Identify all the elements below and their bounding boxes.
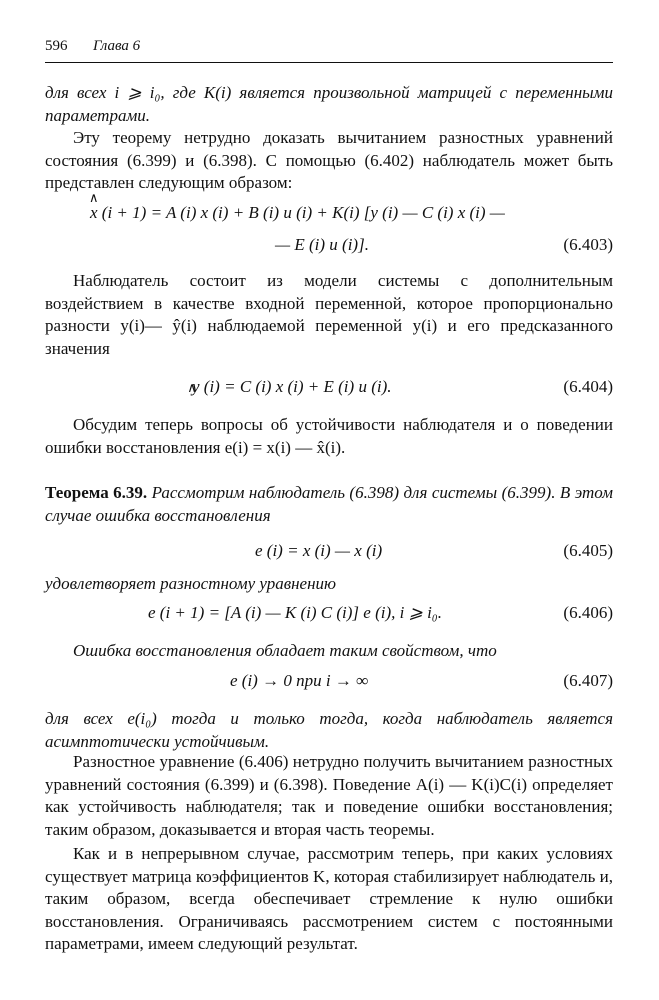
paragraph-8: Разностное уравнение (6.406) нетрудно получить вычитанием разностных уравнений состояния (6.399) и (6.398). Поведение A(i) — K(i)C(i) определяет как устойчивость наблюдателя; так и поведение ошибки восстановления; таким образом, доказывается и вторая часть теоремы. <box>45 752 613 839</box>
paragraph-7: для всех e(i₀) тогда и только тогда, когда наблюдатель является асимптотически устойчивым. <box>45 709 613 751</box>
equation-6-407-number: (6.407) <box>563 671 613 690</box>
theorem-label: Теорема 6.39. <box>45 483 148 502</box>
equation-6-406-number: (6.406) <box>563 603 613 622</box>
equation-6-403-body: (i + 1) = A (i) x (i) + B (i) u (i) + K(i) [y (i) — C (i) x (i) — <box>101 203 505 222</box>
paragraph-1: для всех i ⩾ i₀, где K(i) является произвольной матрицей с переменными параметрами. <box>45 83 613 125</box>
equation-6-403-line-1 <box>90 202 505 224</box>
paragraph-3: Наблюдатель состоит из модели системы с дополнительным воздействием в качестве входной переменной, которое пропорционально разности y(i)— ŷ(i) наблюдаемой переменной y(i) и его предсказанного значения <box>45 271 613 358</box>
paragraph-6: Ошибка восстановления обладает таким свойством, что <box>73 641 497 660</box>
equation-6-403-number: (6.403) <box>563 235 613 254</box>
paragraph-4: Обсудим теперь вопросы об устойчивости наблюдателя и о поведении ошибки восстановления e(i) = x(i) — x̂(i). <box>45 415 613 457</box>
page-number: 596 <box>45 38 68 54</box>
equation-6-405-number: (6.405) <box>563 541 613 560</box>
theorem-6-39 <box>45 482 613 527</box>
running-header <box>45 34 613 58</box>
paragraph-5: удовлетворяет разностному уравнению <box>45 574 337 593</box>
equation-6-403-line-2: — E (i) u (i)]. <box>275 235 369 254</box>
header-rule <box>45 62 613 63</box>
chapter-title: Глава 6 <box>93 38 141 54</box>
theorem-text: Рассмотрим наблюдатель (6.398) для системы (6.399). В этом случае ошибка восстановления <box>45 483 613 525</box>
equation-6-405: e (i) = x (i) — x (i) <box>255 541 383 560</box>
equation-6-404-number: (6.404) <box>563 377 613 396</box>
equation-6-407: e (i) → 0 при i → ∞ <box>230 671 369 690</box>
paragraph-2: Эту теорему нетрудно доказать вычитанием разностных уравнений состояния (6.399) и (6.398). С помощью (6.402) наблюдатель может быть представлен следующим образом: <box>45 128 613 192</box>
equation-6-404 <box>192 376 391 398</box>
hat-x: ∧ x <box>90 202 98 224</box>
equation-6-406: e (i + 1) = [A (i) — K (i) C (i)] e (i), i ⩾ i₀. <box>148 603 442 622</box>
paragraph-9: Как и в непрерывном случае, рассмотрим теперь, при каких условиях существует матрица коэффициентов K, которая стабилизирует наблюдатель и, таким образом, всегда обеспечивает стремление к нулю ошибки восстановления. Ограничиваясь рассмотрением систем с постоянными параметрами, имеем следующий результат. <box>45 844 613 953</box>
equation-6-404-body: y (i) = C (i) x (i) + E (i) u (i). <box>192 377 392 396</box>
